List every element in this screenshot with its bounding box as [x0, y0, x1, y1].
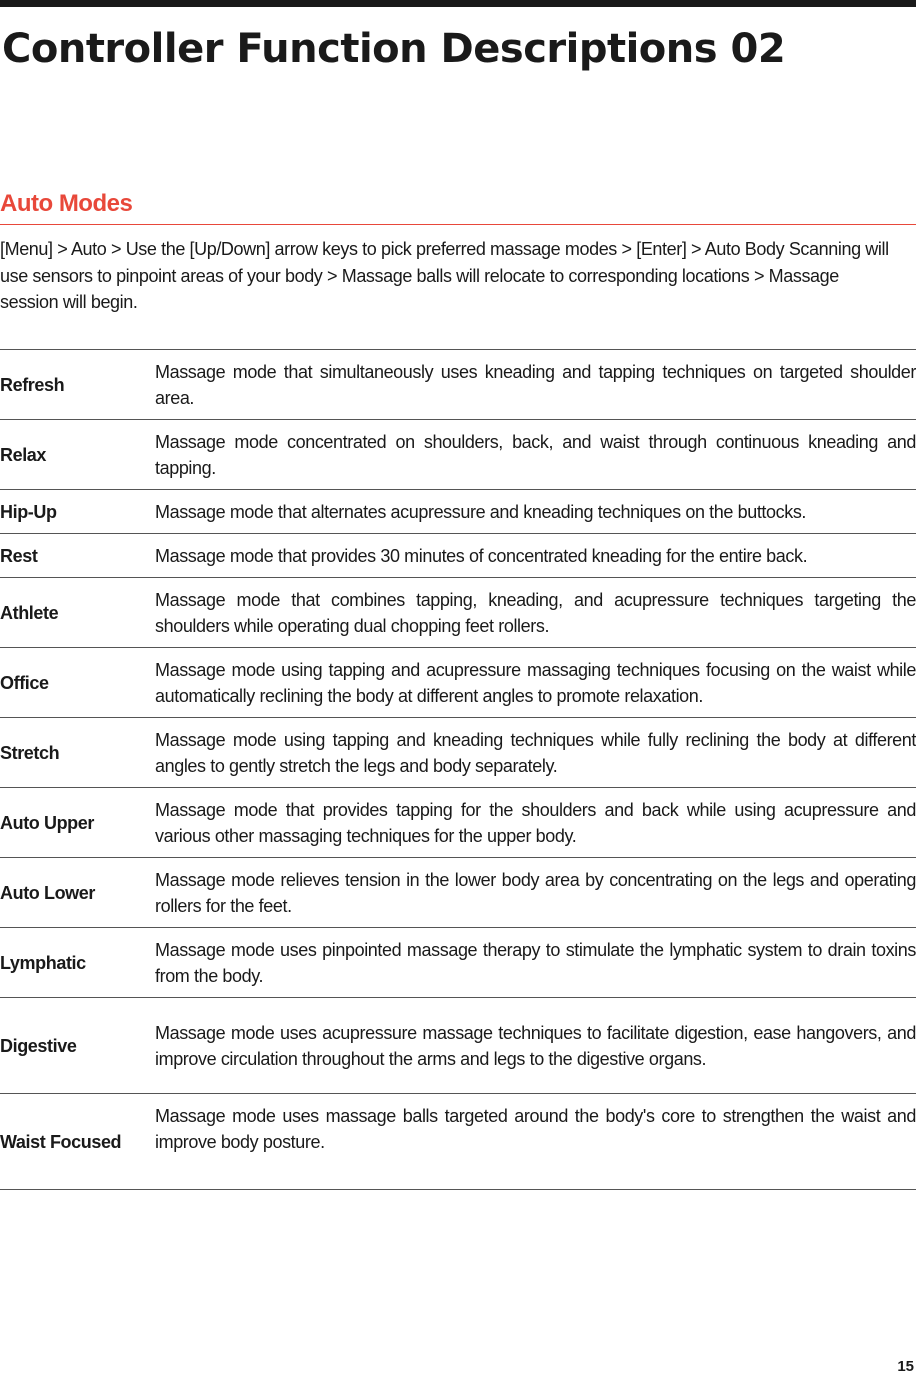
mode-description: Massage mode relieves tension in the lower body area by concentrating on the legs and operating rollers for the feet. [155, 869, 916, 916]
table-row [0, 420, 916, 490]
section-intro: [Menu] > Auto > Use the [Up/Down] arrow keys to pick preferred massage modes > [Enter] > Auto Body Scanning will use sensors to pinpoint areas of your body > Massage balls will relocate to corresponding locations > Massage session will begin. [0, 239, 889, 312]
mode-name: Stretch [0, 742, 60, 763]
page-number: 15 [897, 1358, 914, 1375]
mode-name: Refresh [0, 374, 65, 395]
mode-description: Massage mode uses acupressure massage techniques to facilitate digestion, ease hangovers, and improve circulation throughout the arms and legs to the digestive organs. [155, 1022, 916, 1069]
mode-description: Massage mode that combines tapping, kneading, and acupressure techniques targeting the shoulders while operating dual chopping feet rollers. [155, 589, 916, 636]
mode-description: Massage mode concentrated on shoulders, back, and waist through continuous kneading and tapping. [155, 431, 916, 478]
mode-name: Lymphatic [0, 952, 86, 973]
table-row [0, 648, 916, 718]
mode-description: Massage mode using tapping and acupressure massaging techniques focusing on the waist while automatically reclining the body at different angles to promote relaxation. [155, 659, 916, 706]
mode-description: Massage mode uses massage balls targeted around the body's core to strengthen the waist and improve body posture. [155, 1106, 916, 1152]
mode-name: Athlete [0, 602, 59, 623]
mode-name: Relax [0, 444, 47, 465]
table-row [0, 578, 916, 648]
mode-description: Massage mode that alternates acupressure and kneading techniques on the buttocks. [155, 501, 807, 522]
mode-description: Massage mode that simultaneously uses kneading and tapping techniques on targeted shoulder area. [155, 361, 916, 408]
mode-description: Massage mode uses pinpointed massage therapy to stimulate the lymphatic system to drain toxins from the body. [155, 939, 916, 986]
section-heading: Auto Modes [0, 190, 133, 217]
mode-name: Auto Upper [0, 812, 94, 833]
table-row [0, 534, 916, 578]
page-title: Controller Function Descriptions 02 [2, 26, 786, 72]
mode-name: Rest [0, 545, 38, 566]
table-row [0, 490, 916, 534]
table-row [0, 928, 916, 998]
table-row [0, 1094, 916, 1190]
table-row [0, 718, 916, 788]
top-rule [0, 0, 916, 7]
mode-name: Digestive [0, 1035, 77, 1056]
table-row [0, 350, 916, 420]
mode-name: Auto Lower [0, 882, 95, 903]
mode-description: Massage mode that provides tapping for the shoulders and back while using acupressure and various other massaging techniques for the upper body. [155, 799, 916, 846]
mode-name: Hip-Up [0, 501, 57, 522]
mode-description: Massage mode that provides 30 minutes of concentrated kneading for the entire back. [155, 545, 808, 566]
mode-name: Office [0, 672, 49, 693]
mode-name: Waist Focused [0, 1131, 122, 1152]
table-row [0, 858, 916, 928]
table-row [0, 998, 916, 1094]
section-divider [0, 224, 916, 225]
mode-description: Massage mode using tapping and kneading techniques while fully reclining the body at different angles to gently stretch the legs and body separately. [155, 729, 916, 776]
table-row [0, 788, 916, 858]
modes-table [0, 349, 916, 1190]
